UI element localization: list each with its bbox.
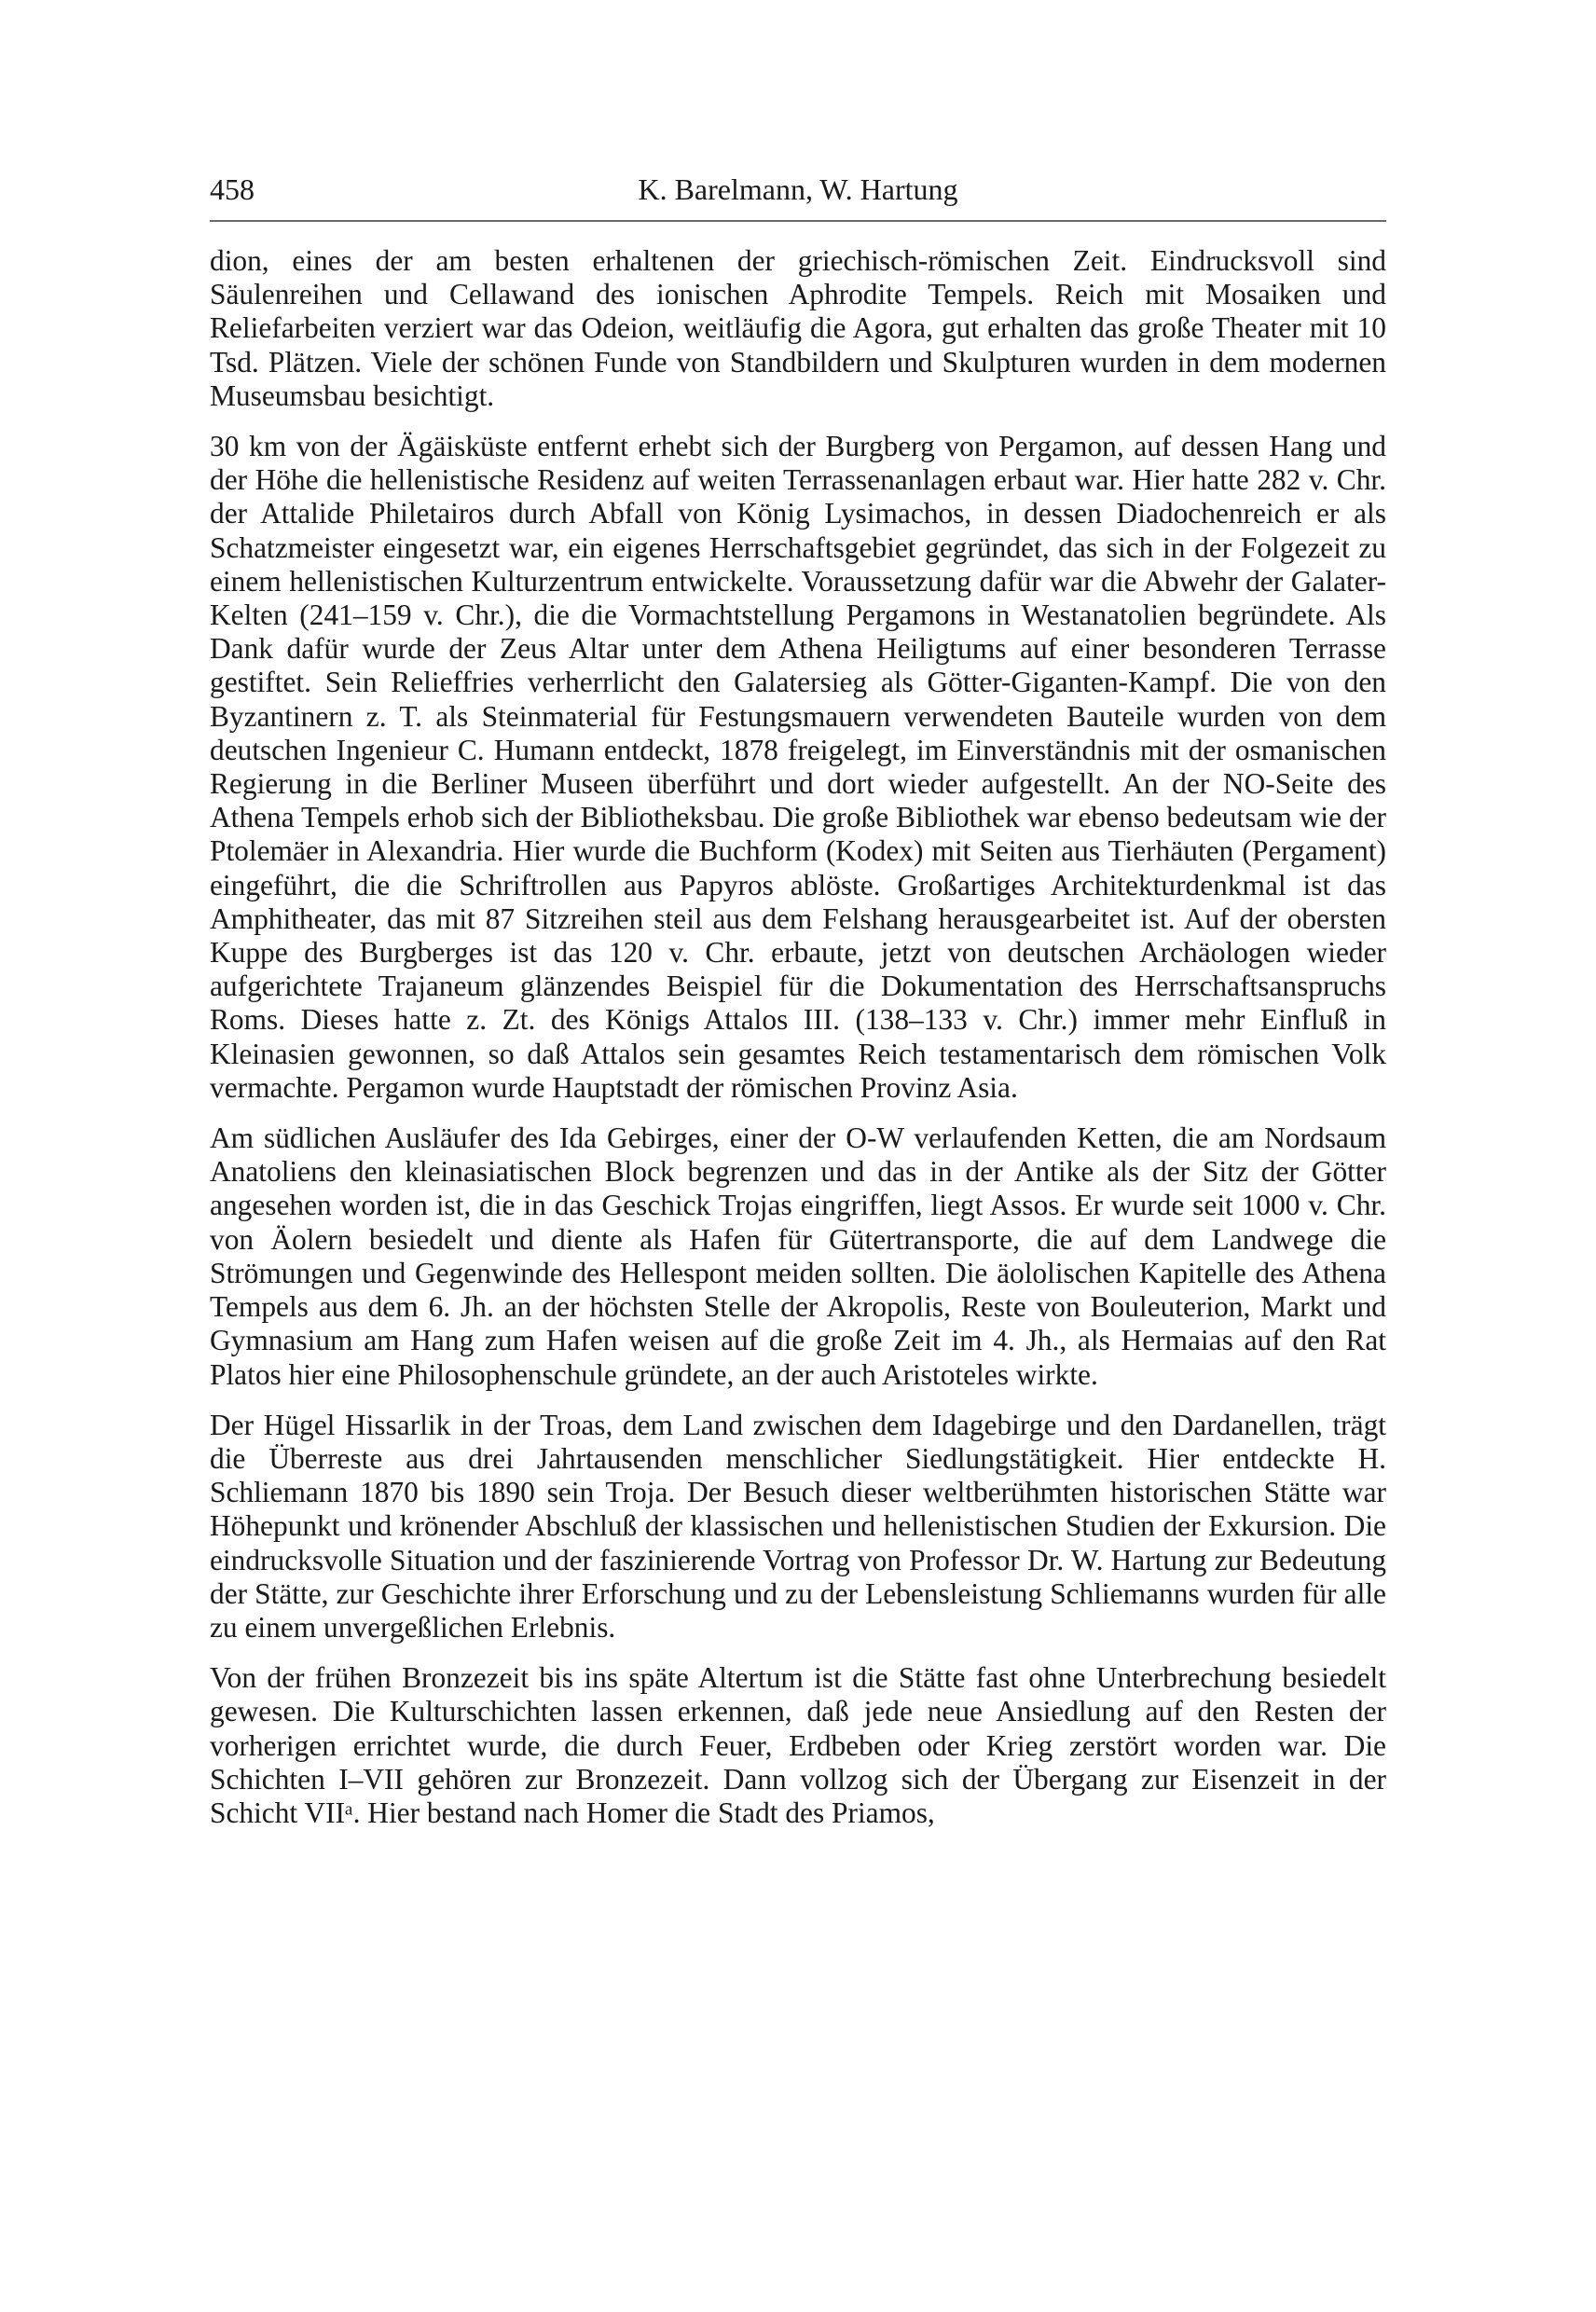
- running-head: [210, 168, 1386, 211]
- page-number: 458: [210, 172, 255, 206]
- paragraph-troja-visit: Der Hügel Hissarlik in der Troas, dem Land zwischen dem Idagebirge und den Dardanellen, trägt die Überreste aus drei Jahrtausenden menschlicher Siedlungstätigkeit. Hier entdeckte H. Schliemann 1870 bis 1890 sein Troja. Der Besuch dieser weltberühmten historischen Stätte war Höhepunkt und krönender Abschluß der klassischen und hellenistischen Studien der Exkursion. Die eindrucksvolle Situation und der faszinierende Vortrag von Professor Dr. W. Hartung zur Bedeutung der Stätte, zur Geschichte ihrer Erforschung und zu der Lebensleistung Schliemanns wurden für alle zu einem unvergeßlichen Erlebnis.: [210, 1408, 1386, 1644]
- paragraph-assos: Am südlichen Ausläufer des Ida Gebirges, einer der O-W verlaufenden Ketten, die am Nordsaum Anatoliens den kleinasiatischen Block begrenzen und das in der Antike als der Sitz der Götter angesehen worden ist, die in das Geschick Trojas eingriffen, liegt Assos. Er wurde seit 1000 v. Chr. von Äolern besiedelt und diente als Hafen für Gütertransporte, die auf dem Landwege die Strömungen und Gegenwinde des Hellespont meiden sollten. Die äololischen Kapitelle des Athena Tempels aus dem 6. Jh. an der höchsten Stelle der Akropolis, Reste von Bouleuterion, Markt und Gymnasium am Hang zum Hafen weisen auf die große Zeit im 4. Jh., als Hermaias auf den Rat Platos hier eine Philosophenschule gründete, an der auch Aristoteles wirkte.: [210, 1122, 1386, 1391]
- header-rule: [210, 220, 1386, 222]
- body-text: [210, 244, 1386, 1830]
- running-title-authors: K. Barelmann, W. Hartung: [638, 172, 958, 206]
- paragraph-aphrodisias: dion, eines der am besten erhaltenen der griechisch-römischen Zeit. Eindrucksvoll sind Säulenreihen und Cellawand des ionischen Aphrodite Tempels. Reich mit Mosaiken und Reliefarbeiten verziert war das Odeion, weitläufig die Agora, gut erhalten das große Theater mit 10 Tsd. Plätzen. Viele der schönen Funde von Standbildern und Skulpturen wurden in dem modernen Museumsbau besichtigt.: [210, 244, 1386, 412]
- paragraph-troja-layers: Von der frühen Bronzezeit bis ins späte Altertum ist die Stätte fast ohne Unterbrechung besiedelt gewesen. Die Kulturschichten lassen erkennen, daß jede neue Ansiedlung auf den Resten der vorherigen errichtet wurde, die durch Feuer, Erdbeben oder Krieg zerstört worden war. Die Schichten I–VII gehören zur Bronzezeit. Dann vollzog sich der Übergang zur Eisenzeit in der Schicht VIIᵃ. Hier bestand nach Homer die Stadt des Priamos,: [210, 1661, 1386, 1829]
- paragraph-pergamon: 30 km von der Ägäisküste entfernt erhebt sich der Burgberg von Pergamon, auf dessen Hang und der Höhe die hellenistische Residenz auf weiten Terrassenanlagen erbaut war. Hier hatte 282 v. Chr. der Attalide Philetairos durch Abfall von König Lysimachos, in dessen Diadochenreich er als Schatzmeister eingesetzt war, ein eigenes Herrschaftsgebiet gegründet, das sich in der Folgezeit zu einem hellenistischen Kulturzentrum entwickelte. Voraussetzung dafür war die Abwehr der Galater-Kelten (241–159 v. Chr.), die die Vormachtstellung Pergamons in Westanatolien begründete. Als Dank dafür wurde der Zeus Altar unter dem Athena Heiligtums auf einer besonderen Terrasse gestiftet. Sein Relieffries verherrlicht den Galatersieg als Götter-Giganten-Kampf. Die von den Byzantinern z. T. als Steinmaterial für Festungsmauern verwendeten Bauteile wurden von dem deutschen Ingenieur C. Humann entdeckt, 1878 freigelegt, im Einverständnis mit der osmanischen Regierung in die Berliner Museen überführt und dort wieder aufgestellt. An der NO-Seite des Athena Tempels erhob sich der Bibliotheksbau. Die große Bibliothek war ebenso bedeutsam wie der Ptolemäer in Alexandria. Hier wurde die Buchform (Kodex) mit Seiten aus Tierhäuten (Pergament) eingeführt, die die Schriftrollen aus Papyros ablöste. Großartiges Architekturdenkmal ist das Amphitheater, das mit 87 Sitzreihen steil aus dem Felshang herausgearbeitet ist. Auf der obersten Kuppe des Burgberges ist das 120 v. Chr. erbaute, jetzt von deutschen Archäologen wieder aufgerichtete Trajaneum glänzendes Beispiel für die Dokumentation des Herrschaftsanspruchs Roms. Dieses hatte z. Zt. des Königs Attalos III. (138–133 v. Chr.) immer mehr Einfluß in Kleinasien gewonnen, so daß Attalos sein gesamtes Reich testamentarisch dem römischen Volk vermachte. Pergamon wurde Hauptstadt der römischen Provinz Asia.: [210, 430, 1386, 1104]
